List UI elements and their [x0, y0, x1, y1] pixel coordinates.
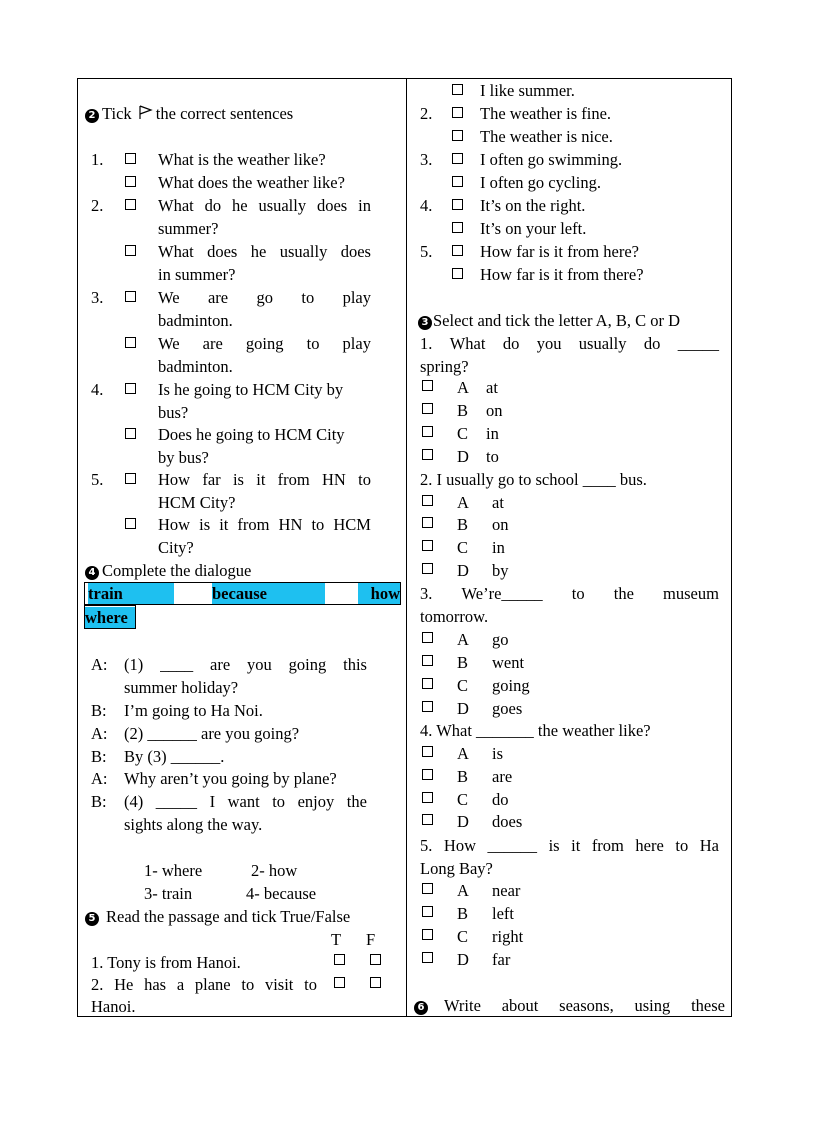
- checkbox[interactable]: [452, 222, 463, 233]
- option-word: on: [486, 401, 503, 420]
- option-word: is: [492, 744, 504, 763]
- checkbox[interactable]: [452, 107, 463, 118]
- true-checkbox[interactable]: [334, 977, 345, 988]
- option-word: go: [492, 630, 509, 649]
- question-text: [420, 836, 719, 856]
- option-word: goes: [492, 699, 523, 718]
- checkbox[interactable]: [125, 291, 136, 302]
- w: enjoy: [297, 792, 335, 811]
- w: to: [311, 515, 325, 534]
- option-letter: D: [457, 812, 469, 831]
- w: are: [202, 334, 223, 353]
- option-text: [158, 470, 371, 490]
- true-label: T: [331, 930, 342, 949]
- option-letter: B: [457, 515, 469, 534]
- checkbox[interactable]: [452, 245, 463, 256]
- option-text: I often go swimming.: [480, 150, 623, 169]
- w: using: [634, 996, 671, 1015]
- w: 1.: [420, 334, 433, 353]
- question-text: [420, 584, 719, 604]
- option-word: right: [492, 927, 524, 946]
- option-letter: D: [457, 561, 469, 580]
- option-checkbox[interactable]: [422, 540, 433, 551]
- option-text: It’s on the right.: [480, 196, 586, 215]
- w: _____: [155, 792, 198, 811]
- option-letter: D: [457, 699, 469, 718]
- option-letter: C: [457, 538, 469, 557]
- item-number: 2.: [420, 104, 433, 123]
- option-checkbox[interactable]: [422, 517, 433, 528]
- w: seasons,: [559, 996, 614, 1015]
- option-text: How far is it from there?: [480, 265, 644, 284]
- option-checkbox[interactable]: [422, 449, 433, 460]
- w: usually: [258, 196, 307, 215]
- dialogue-line: I’m going to Ha Noi.: [124, 701, 263, 720]
- w: HCM: [333, 515, 371, 534]
- option-text: I often go cycling.: [480, 173, 601, 192]
- section-4-title-text: Complete the dialogue: [102, 561, 252, 580]
- checkbox[interactable]: [452, 268, 463, 279]
- option-checkbox[interactable]: [422, 952, 433, 963]
- option-word: to: [486, 447, 499, 466]
- false-checkbox[interactable]: [370, 954, 381, 965]
- option-text: badminton.: [158, 311, 233, 330]
- option-checkbox[interactable]: [422, 701, 433, 712]
- w: How: [443, 836, 476, 855]
- checkbox[interactable]: [125, 176, 136, 187]
- option-checkbox[interactable]: [422, 426, 433, 437]
- checkbox[interactable]: [125, 428, 136, 439]
- w: _____: [677, 334, 719, 353]
- section-number-badge: 5: [85, 912, 99, 926]
- speaker: B:: [91, 792, 107, 811]
- option-letter: A: [457, 378, 469, 397]
- checkbox[interactable]: [125, 473, 136, 484]
- w: usually: [279, 242, 328, 261]
- w: is: [232, 470, 244, 489]
- option-checkbox[interactable]: [422, 380, 433, 391]
- section-6-title: [414, 996, 431, 1016]
- option-letter: B: [457, 401, 469, 420]
- question-text: tomorrow.: [420, 607, 489, 626]
- w: to: [358, 470, 371, 489]
- option-letter: A: [457, 493, 469, 512]
- speaker: B:: [91, 701, 107, 720]
- w: to: [306, 334, 320, 353]
- w: from: [277, 470, 310, 489]
- w: play: [342, 288, 371, 307]
- checkbox[interactable]: [125, 245, 136, 256]
- w: does: [340, 242, 371, 261]
- w: Ha: [699, 836, 719, 855]
- section-number-badge: 2: [85, 109, 99, 123]
- statement: Hanoi.: [91, 997, 136, 1016]
- option-word: do: [492, 790, 509, 809]
- option-text: Is he going to HCM City by: [158, 380, 344, 399]
- w: 2.: [91, 975, 104, 994]
- column-divider: [406, 78, 407, 1017]
- option-word: at: [486, 378, 498, 397]
- section-5-title: [85, 907, 350, 927]
- section-4-title: [85, 561, 251, 581]
- w: you: [536, 334, 562, 353]
- w: usually: [578, 334, 627, 353]
- w: I: [209, 792, 216, 811]
- checkbox[interactable]: [452, 130, 463, 141]
- w: to: [571, 584, 585, 603]
- w: do: [643, 334, 661, 353]
- section-2-title: [85, 104, 293, 124]
- w: a: [176, 975, 185, 994]
- w: to: [241, 975, 255, 994]
- item-number: 4.: [420, 196, 433, 215]
- option-text: It’s on your left.: [480, 219, 587, 238]
- option-letter: C: [457, 676, 469, 695]
- w: want: [227, 792, 260, 811]
- w: How: [158, 515, 191, 534]
- w: (1): [124, 655, 144, 674]
- dialogue-line: [124, 792, 367, 812]
- option-checkbox[interactable]: [422, 929, 433, 940]
- option-word: on: [492, 515, 509, 534]
- option-word: in: [486, 424, 499, 443]
- answer-key: 1- where: [144, 861, 203, 880]
- w: in: [358, 196, 371, 215]
- option-letter: A: [457, 744, 469, 763]
- option-letter: C: [457, 424, 469, 443]
- section-6-title-text: [444, 996, 725, 1016]
- section-2-title-pre: Tick: [102, 104, 132, 123]
- option-text: [158, 242, 371, 262]
- checkbox[interactable]: [452, 199, 463, 210]
- dialogue-line: Why aren’t you going by plane?: [124, 769, 337, 788]
- w: ______: [487, 836, 538, 855]
- answer-key: 4- because: [246, 884, 317, 903]
- option-text: City?: [158, 538, 194, 557]
- speaker: A:: [91, 724, 108, 743]
- option-text: How far is it from here?: [480, 242, 639, 261]
- option-checkbox[interactable]: [422, 632, 433, 643]
- w: What: [158, 196, 194, 215]
- w: these: [691, 996, 725, 1015]
- option-text: I like summer.: [480, 81, 575, 100]
- w: from: [237, 515, 270, 534]
- option-checkbox[interactable]: [422, 678, 433, 689]
- w: museum: [663, 584, 719, 603]
- section-2-title-post: the correct sentences: [155, 104, 294, 123]
- option-text: [158, 196, 371, 216]
- w: to: [675, 836, 689, 855]
- w: you: [247, 655, 272, 674]
- statement: [91, 975, 317, 995]
- word-train: train: [88, 583, 174, 604]
- checkbox[interactable]: [125, 337, 136, 348]
- option-word: going: [492, 676, 530, 695]
- option-text: HCM City?: [158, 493, 236, 512]
- question-text: 2. I usually go to school ____ bus.: [420, 470, 647, 489]
- answer-key: 3- train: [144, 884, 193, 903]
- w: visit: [264, 975, 294, 994]
- option-word: at: [492, 493, 504, 512]
- w: are: [207, 288, 229, 307]
- w: We: [158, 334, 180, 353]
- section-number-badge: 4: [85, 566, 99, 580]
- word-because: because: [212, 583, 325, 604]
- item-number: 5.: [420, 242, 433, 261]
- option-letter: B: [457, 767, 469, 786]
- checkbox[interactable]: [125, 199, 136, 210]
- w: far: [202, 470, 221, 489]
- option-checkbox[interactable]: [422, 746, 433, 757]
- w: from: [591, 836, 624, 855]
- w: 3.: [420, 584, 433, 603]
- checkbox[interactable]: [452, 176, 463, 187]
- w: he: [231, 196, 248, 215]
- question-text: 4. What _______ the weather like?: [420, 721, 651, 740]
- section-5-title-text: Read the passage and tick True/False: [106, 907, 351, 926]
- w: it: [256, 470, 266, 489]
- option-letter: D: [457, 447, 469, 466]
- false-checkbox[interactable]: [370, 977, 381, 988]
- section-3-title-text: Select and tick the letter A, B, C or D: [433, 311, 680, 330]
- w: How: [158, 470, 191, 489]
- w: does: [316, 196, 348, 215]
- option-checkbox[interactable]: [422, 814, 433, 825]
- checkbox[interactable]: [125, 383, 136, 394]
- option-text: in summer?: [158, 265, 236, 284]
- checkbox[interactable]: [452, 84, 463, 95]
- item-number: 4.: [91, 380, 104, 399]
- word-where: where: [85, 607, 135, 628]
- w: going: [288, 655, 327, 674]
- item-number: 3.: [91, 288, 104, 307]
- option-letter: B: [457, 904, 469, 923]
- w: it: [571, 836, 581, 855]
- w: he: [250, 242, 267, 261]
- w: play: [342, 334, 371, 353]
- w: (4): [124, 792, 144, 811]
- option-text: [158, 288, 371, 308]
- option-text: [158, 515, 371, 535]
- option-word: are: [492, 767, 513, 786]
- w: are: [210, 655, 231, 674]
- section-3-title: [418, 311, 680, 331]
- checkbox[interactable]: [452, 153, 463, 164]
- w: Write: [444, 996, 481, 1015]
- option-word: by: [492, 561, 509, 580]
- w: here: [635, 836, 664, 855]
- dialogue-line: sights along the way.: [124, 815, 263, 834]
- w: is: [548, 836, 560, 855]
- word-how: how: [358, 583, 400, 604]
- option-text: The weather is nice.: [480, 127, 613, 146]
- w: this: [343, 655, 367, 674]
- speaker: B:: [91, 747, 107, 766]
- item-number: 5.: [91, 470, 104, 489]
- w: to: [304, 975, 317, 994]
- question-text: spring?: [420, 357, 469, 376]
- option-text: bus?: [158, 403, 189, 422]
- option-letter: C: [457, 927, 469, 946]
- option-letter: C: [457, 790, 469, 809]
- option-checkbox[interactable]: [422, 883, 433, 894]
- false-label: F: [366, 930, 376, 949]
- w: do: [502, 334, 520, 353]
- section-number-badge: 6: [414, 1001, 428, 1015]
- checkbox[interactable]: [125, 153, 136, 164]
- dialogue-line: (2) ______ are you going?: [124, 724, 300, 743]
- option-checkbox[interactable]: [422, 403, 433, 414]
- question-text: Long Bay?: [420, 859, 493, 878]
- option-text: by bus?: [158, 448, 209, 467]
- statement: 1. Tony is from Hanoi.: [91, 953, 241, 972]
- flag-icon: [138, 105, 154, 120]
- w: He: [114, 975, 134, 994]
- w: HN: [322, 470, 346, 489]
- w: it: [219, 515, 229, 534]
- w: does: [207, 242, 238, 261]
- w: about: [501, 996, 539, 1015]
- w: the: [346, 792, 367, 811]
- w: going: [245, 334, 284, 353]
- answer-key: 2- how: [251, 861, 298, 880]
- w: What: [158, 242, 194, 261]
- option-text: badminton.: [158, 357, 233, 376]
- checkbox[interactable]: [125, 518, 136, 529]
- option-text: [158, 334, 371, 354]
- question-text: [420, 334, 719, 354]
- option-checkbox[interactable]: [422, 495, 433, 506]
- section-number-badge: 3: [418, 316, 432, 330]
- option-word: went: [492, 653, 525, 672]
- dialogue-line: [124, 655, 367, 675]
- w: plane: [194, 975, 231, 994]
- w: HN: [278, 515, 303, 534]
- w: go: [256, 288, 273, 307]
- option-checkbox[interactable]: [422, 769, 433, 780]
- w: to: [272, 792, 286, 811]
- option-text: What is the weather like?: [158, 150, 326, 169]
- w: We’re_____: [461, 584, 543, 603]
- w: has: [144, 975, 167, 994]
- option-word: far: [492, 950, 511, 969]
- true-checkbox[interactable]: [334, 954, 345, 965]
- option-word: left: [492, 904, 514, 923]
- w: to: [301, 288, 315, 307]
- speaker: A:: [91, 655, 108, 674]
- option-word: in: [492, 538, 505, 557]
- option-word: near: [492, 881, 521, 900]
- w: What: [449, 334, 486, 353]
- dialogue-line: By (3) ______.: [124, 747, 225, 766]
- option-letter: A: [457, 881, 469, 900]
- option-checkbox[interactable]: [422, 563, 433, 574]
- item-number: 3.: [420, 150, 433, 169]
- dialogue-line: summer holiday?: [124, 678, 239, 697]
- option-checkbox[interactable]: [422, 792, 433, 803]
- option-word: does: [492, 812, 523, 831]
- option-checkbox[interactable]: [422, 906, 433, 917]
- w: ____: [160, 655, 194, 674]
- option-text: summer?: [158, 219, 219, 238]
- option-checkbox[interactable]: [422, 655, 433, 666]
- w: is: [199, 515, 211, 534]
- option-text: Does he going to HCM City: [158, 425, 345, 444]
- option-text: What does the weather like?: [158, 173, 345, 192]
- option-letter: B: [457, 653, 469, 672]
- item-number: 1.: [91, 150, 104, 169]
- w: We: [158, 288, 180, 307]
- speaker: A:: [91, 769, 108, 788]
- w: the: [613, 584, 634, 603]
- option-letter: A: [457, 630, 469, 649]
- option-letter: D: [457, 950, 469, 969]
- w: do: [204, 196, 222, 215]
- w: 5.: [420, 836, 433, 855]
- item-number: 2.: [91, 196, 104, 215]
- option-text: The weather is fine.: [480, 104, 612, 123]
